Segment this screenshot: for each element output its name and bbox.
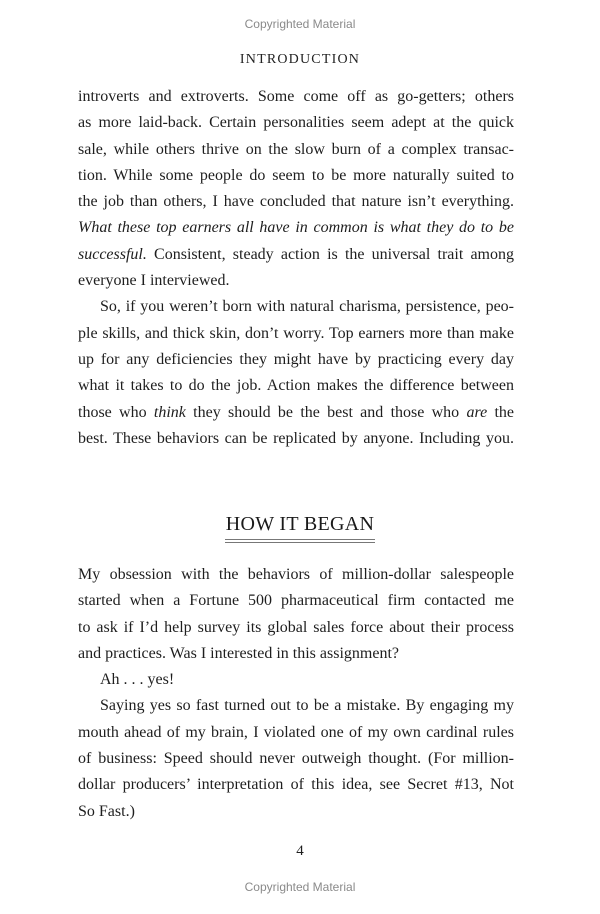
italic-text: What these top earners all have in common is what they do to be (78, 219, 514, 237)
section-heading (0, 512, 600, 543)
text-line (78, 400, 514, 426)
running-head: INTRODUCTION (239, 52, 361, 67)
text-line: dollar producers’ interpretation of this idea, see Secret #13, Not (78, 776, 514, 794)
text-line (78, 242, 514, 268)
copyright-watermark-bottom: Copyrighted Material (244, 880, 356, 894)
italic-text: successful. (78, 245, 147, 263)
text-line: best. These behaviors can be replicated by anyone. Including you. (78, 429, 514, 447)
text-line: to ask if I’d help survey its global sales force about their process (78, 618, 514, 636)
body-text-bottom (78, 562, 514, 825)
text-line (78, 215, 514, 241)
text-line: ple skills, and thick skin, don’t worry. Top earners more than make (78, 324, 514, 342)
text-line: as more laid-back. Certain personalities seem adept at the quick (78, 114, 514, 132)
copyright-watermark-top: Copyrighted Material (244, 17, 356, 31)
text-span: they should be the best and those who (185, 403, 467, 421)
body-text-top (78, 84, 514, 452)
text-line: So, if you weren’t born with natural charisma, persistence, peo- (100, 298, 514, 316)
text-line: of business: Speed should never outweigh thought. (For million- (78, 750, 514, 768)
text-line: started when a Fortune 500 pharmaceutical firm contacted me (78, 592, 514, 610)
text-line: So Fast.) (78, 802, 135, 820)
text-line: tion. While some people do seem to be more naturally suited to (78, 166, 514, 184)
text-line: Saying yes so fast turned out to be a mistake. By engaging my (100, 697, 514, 715)
text-span: the (487, 403, 515, 421)
text-line: introverts and extroverts. Some come off as go-getters; others (78, 88, 514, 105)
italic-text: think (153, 403, 186, 421)
text-line: and practices. Was I interested in this assignment? (78, 644, 399, 662)
text-line: the job than others, I have concluded that nature isn’t everything. (78, 193, 514, 211)
text-line: sale, while others thrive on the slow burn of a complex transac- (78, 140, 514, 158)
text-line: what it takes to do the job. Action makes the difference between (78, 377, 514, 395)
italic-text: are (466, 403, 488, 421)
text-line: everyone I interviewed. (78, 272, 230, 290)
text-span: those who (78, 403, 154, 421)
page-number: 4 (296, 843, 304, 859)
text-line: My obsession with the behaviors of million-dollar salespeople (78, 566, 514, 583)
section-heading-text: HOW IT BEGAN (225, 512, 375, 543)
text-line: up for any deficiencies they might have by practicing every day (78, 350, 514, 368)
text-line: Ah . . . yes! (100, 671, 175, 689)
text-line: mouth ahead of my brain, I violated one of my own cardinal rules (78, 723, 514, 741)
text-span: Consistent, steady action is the universal trait among (146, 245, 514, 263)
